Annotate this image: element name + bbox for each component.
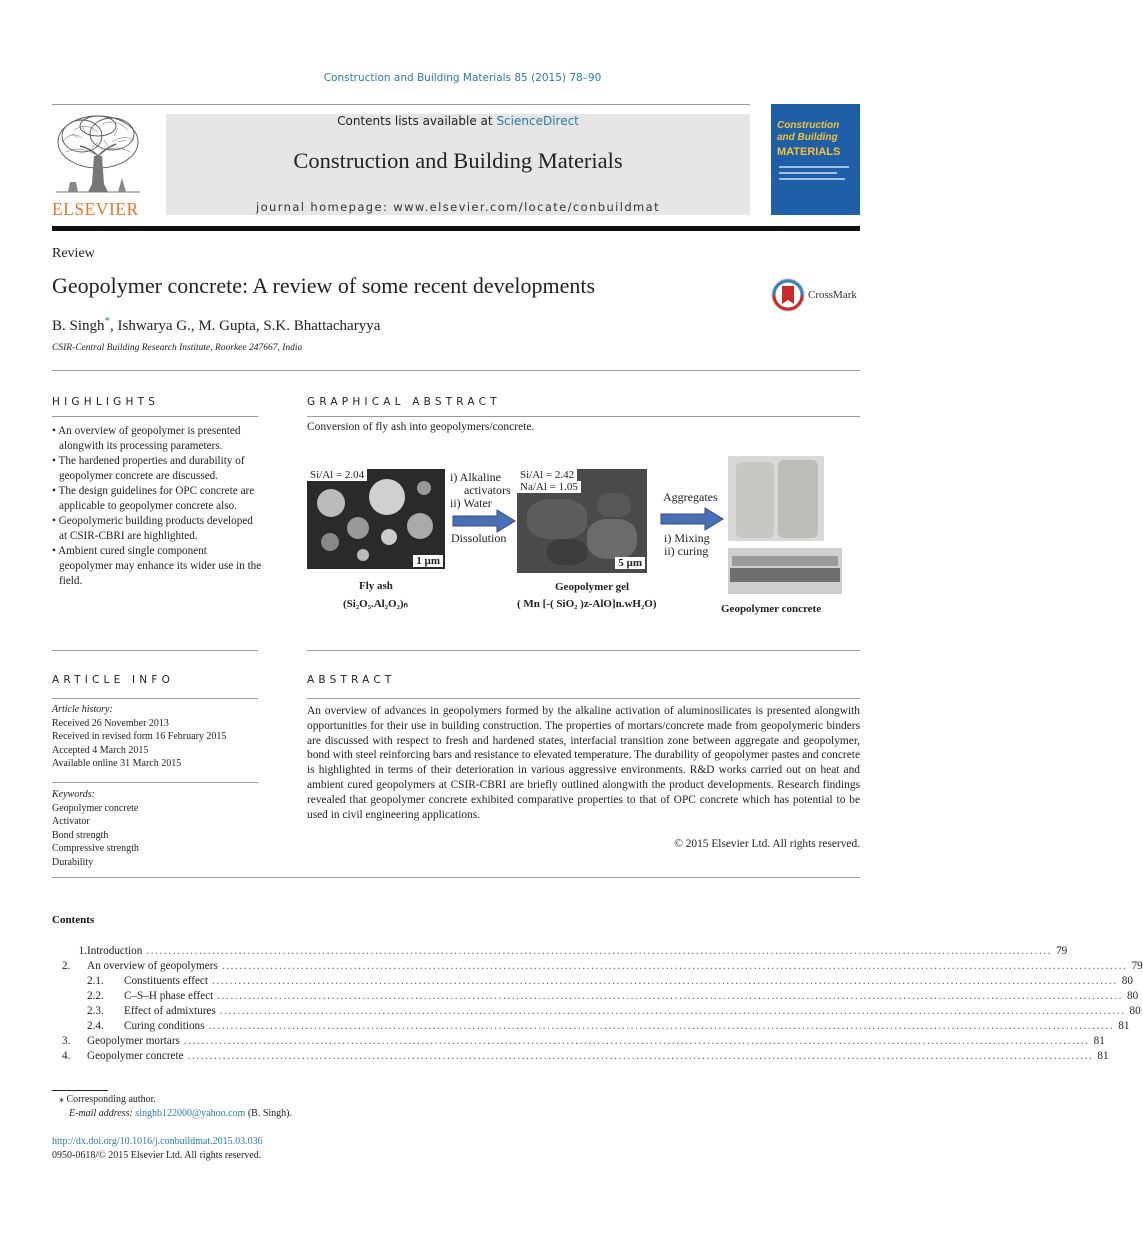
aggregates-label: Aggregates: [663, 490, 718, 504]
keyword: Compressive strength: [52, 843, 139, 854]
history-received: Received 26 November 2013: [52, 717, 169, 729]
graphical-abstract-heading: GRAPHICAL ABSTRACT: [307, 396, 501, 408]
highlights-rule: [52, 416, 258, 417]
highlight-item: • An overview of geopolymer is presented alongwith its processing parameters.: [52, 425, 241, 452]
journal-homepage[interactable]: journal homepage: www.elsevier.com/locate/conbuildmat: [255, 200, 661, 214]
keyword: Activator: [52, 816, 90, 827]
article-info-heading: ARTICLE INFO: [52, 674, 175, 686]
geopolymer-concrete-label: Geopolymer concrete: [721, 603, 822, 615]
fly-ash-micrograph: [307, 469, 445, 569]
toc-row[interactable]: 2.3. Effect of admixtures .............................................................................................................................................................................................................. 80: [87, 1005, 1141, 1017]
step-alkaline: i) Alkaline: [450, 470, 501, 484]
article-title: Geopolymer concrete: A review of some recent developments: [52, 273, 596, 298]
geopolymer-gel-label: Geopolymer gel: [555, 581, 630, 593]
geopolymer-gel-formula: ( Mn [-( SiO₂ )z-AlO]n.wH₂O): [517, 598, 657, 610]
contents-heading: Contents: [52, 914, 95, 926]
cover-title-line2: MATERIALS: [777, 146, 841, 158]
fly-ash-scale: 1 µm: [413, 555, 443, 567]
article-info-rule: [52, 698, 258, 699]
curing-label: ii) curing: [664, 544, 709, 558]
abstract-rule: [307, 698, 860, 699]
corresponding-author-mark[interactable]: *: [104, 315, 111, 327]
gel-ratio-na-al: Na/Al = 1.05: [517, 481, 581, 493]
sciencedirect-link[interactable]: ScienceDirect: [496, 114, 579, 128]
highlight-item: • Geopolymeric building products developed at CSIR-CBRI are highlighted.: [52, 515, 253, 542]
toc-row[interactable]: 2.4. Curing conditions .............................................................................................................................................................................................................. 81: [87, 1020, 1130, 1032]
journal-citation-link[interactable]: Construction and Building Materials 85 (2015) 78–90: [323, 72, 602, 84]
toc-row[interactable]: 3. Geopolymer mortars .............................................................................................................................................................................................................. 81: [62, 1035, 1105, 1047]
fly-ash-ratio: Si/Al = 2.04: [307, 469, 367, 481]
history-label: Article history:: [52, 704, 113, 715]
article-history: [52, 703, 226, 771]
history-revised: Received in revised form 16 February 2015: [52, 731, 227, 742]
fly-ash-formula: (Si₂O₅.Al₂O₂)ₙ: [343, 598, 408, 610]
author-first[interactable]: B. Singh: [52, 318, 105, 334]
divider-top: [52, 370, 860, 371]
mixing-label: i) Mixing: [664, 531, 710, 545]
issn-copyright: 0950-0618/© 2015 Elsevier Ltd. All rights reserved.: [52, 1150, 262, 1161]
elsevier-tree-logo: [52, 112, 144, 198]
gel-scale: 5 µm: [615, 557, 645, 569]
author-list: [52, 315, 380, 335]
highlights-heading: HIGHLIGHTS: [52, 396, 160, 408]
article-section-type: Review: [52, 246, 95, 261]
keywords-rule: [52, 782, 258, 783]
dissolution-label: Dissolution: [451, 531, 507, 545]
gel-ratio-si-al: Si/Al = 2.42: [517, 469, 577, 481]
corresponding-author-note: ⁎ Corresponding author.: [59, 1094, 156, 1105]
contents-available-text: Contents lists available at ScienceDirect: [337, 114, 579, 128]
geopolymer-gel-micrograph: [517, 469, 647, 573]
email-link[interactable]: singhb122000@yahoo.com: [135, 1108, 246, 1119]
abstract-copyright: © 2015 Elsevier Ltd. All rights reserved.: [674, 838, 860, 850]
keyword: Geopolymer concrete: [52, 802, 139, 814]
highlight-item: • The hardened properties and durability of geopolymer concrete are discussed.: [52, 455, 245, 482]
concrete-slab-photo: [728, 548, 842, 594]
highlight-item: • Ambient cured single component geopolymer may enhance its wider use in the field.: [52, 545, 262, 587]
arrow-right-icon: [453, 510, 515, 532]
divider-after-abstract: [52, 877, 860, 878]
concrete-cylinders-photo: [728, 456, 824, 541]
toc-row[interactable]: 2.2. C–S–H phase effect .............................................................................................................................................................................................................. 80: [87, 990, 1139, 1002]
cover-title-line1: Construction and Building: [777, 120, 840, 143]
crossmark-icon[interactable]: [771, 278, 805, 312]
footnote-rule: [52, 1090, 108, 1091]
toc-row[interactable]: 2.1. Constituents effect .............................................................................................................................................................................................................. 80: [87, 975, 1133, 987]
doi-link[interactable]: http://dx.doi.org/10.1016/j.conbuildmat.2015.03.036: [52, 1136, 263, 1147]
abstract-heading: ABSTRACT: [307, 674, 396, 686]
email-line: E-mail address: singhb122000@yahoo.com (B. Singh).: [69, 1108, 293, 1119]
header-rule: [52, 104, 750, 105]
history-accepted: Accepted 4 March 2015: [52, 744, 149, 756]
toc-row[interactable]: 1. Introduction .............................................................................................................................................................................................................. 79: [78, 945, 1068, 957]
keyword: Bond strength: [52, 829, 109, 841]
step-activators: activators: [464, 483, 511, 497]
highlights-list: [52, 424, 262, 589]
history-online: Available online 31 March 2015: [52, 758, 182, 769]
graphical-abstract-bottom-rule: [307, 650, 860, 651]
toc-row[interactable]: 2. An overview of geopolymers .............................................................................................................................................................................................................. 79: [62, 960, 1143, 972]
keywords-label: Keywords:: [52, 789, 95, 800]
header-thick-bar: [52, 226, 860, 231]
graphical-abstract-figure: [307, 452, 847, 622]
arrow-right-icon: [661, 508, 723, 530]
step-water: ii) Water: [450, 496, 492, 510]
highlights-bottom-rule: [52, 650, 258, 651]
journal-name: Construction and Building Materials: [293, 148, 623, 173]
affiliation: CSIR-Central Building Research Institute, Roorkee 247667, India: [52, 343, 303, 353]
graphical-abstract-rule: [307, 416, 860, 417]
keyword: Durability: [52, 856, 94, 868]
elsevier-wordmark: ELSEVIER: [52, 199, 139, 219]
keywords-block: [52, 788, 139, 869]
highlight-item: • The design guidelines for OPC concrete are applicable to geopolymer concrete also.: [52, 485, 255, 512]
authors-rest: , Ishwarya G., M. Gupta, S.K. Bhattacharyya: [110, 318, 381, 334]
graphical-abstract-caption: Conversion of fly ash into geopolymers/concrete.: [307, 421, 535, 433]
journal-banner: [166, 114, 750, 215]
abstract-text: An overview of advances in geopolymers formed by the alkaline activation of aluminosilicates is presented alongwith opportunities for their use in building construction. The properties of mortars/concrete made from geopolymeric binders are discussed with respect to fresh and hardened states, interfacial transition zone between aggregate and geopolymer, bond with steel reinforcing bars and resistance to elevated temperature. The durability of geopolymer pastes and concrete is highlighted in terms of their deterioration in various aggressive environments. R&D works carried out on heat and ambient cured geopolymers at CSIR-CBRI are briefly outlined alongwith the product developments. Research findings revealed that geopolymer concrete exhibited comparative properties to that of OPC concrete which has potential to be used in civil engineering applications.: [307, 705, 860, 821]
journal-cover-thumbnail[interactable]: [771, 104, 860, 215]
crossmark-label[interactable]: CrossMark: [808, 289, 857, 301]
fly-ash-label: Fly ash: [359, 580, 393, 592]
toc-row[interactable]: 4. Geopolymer concrete .............................................................................................................................................................................................................. 81: [62, 1050, 1109, 1062]
